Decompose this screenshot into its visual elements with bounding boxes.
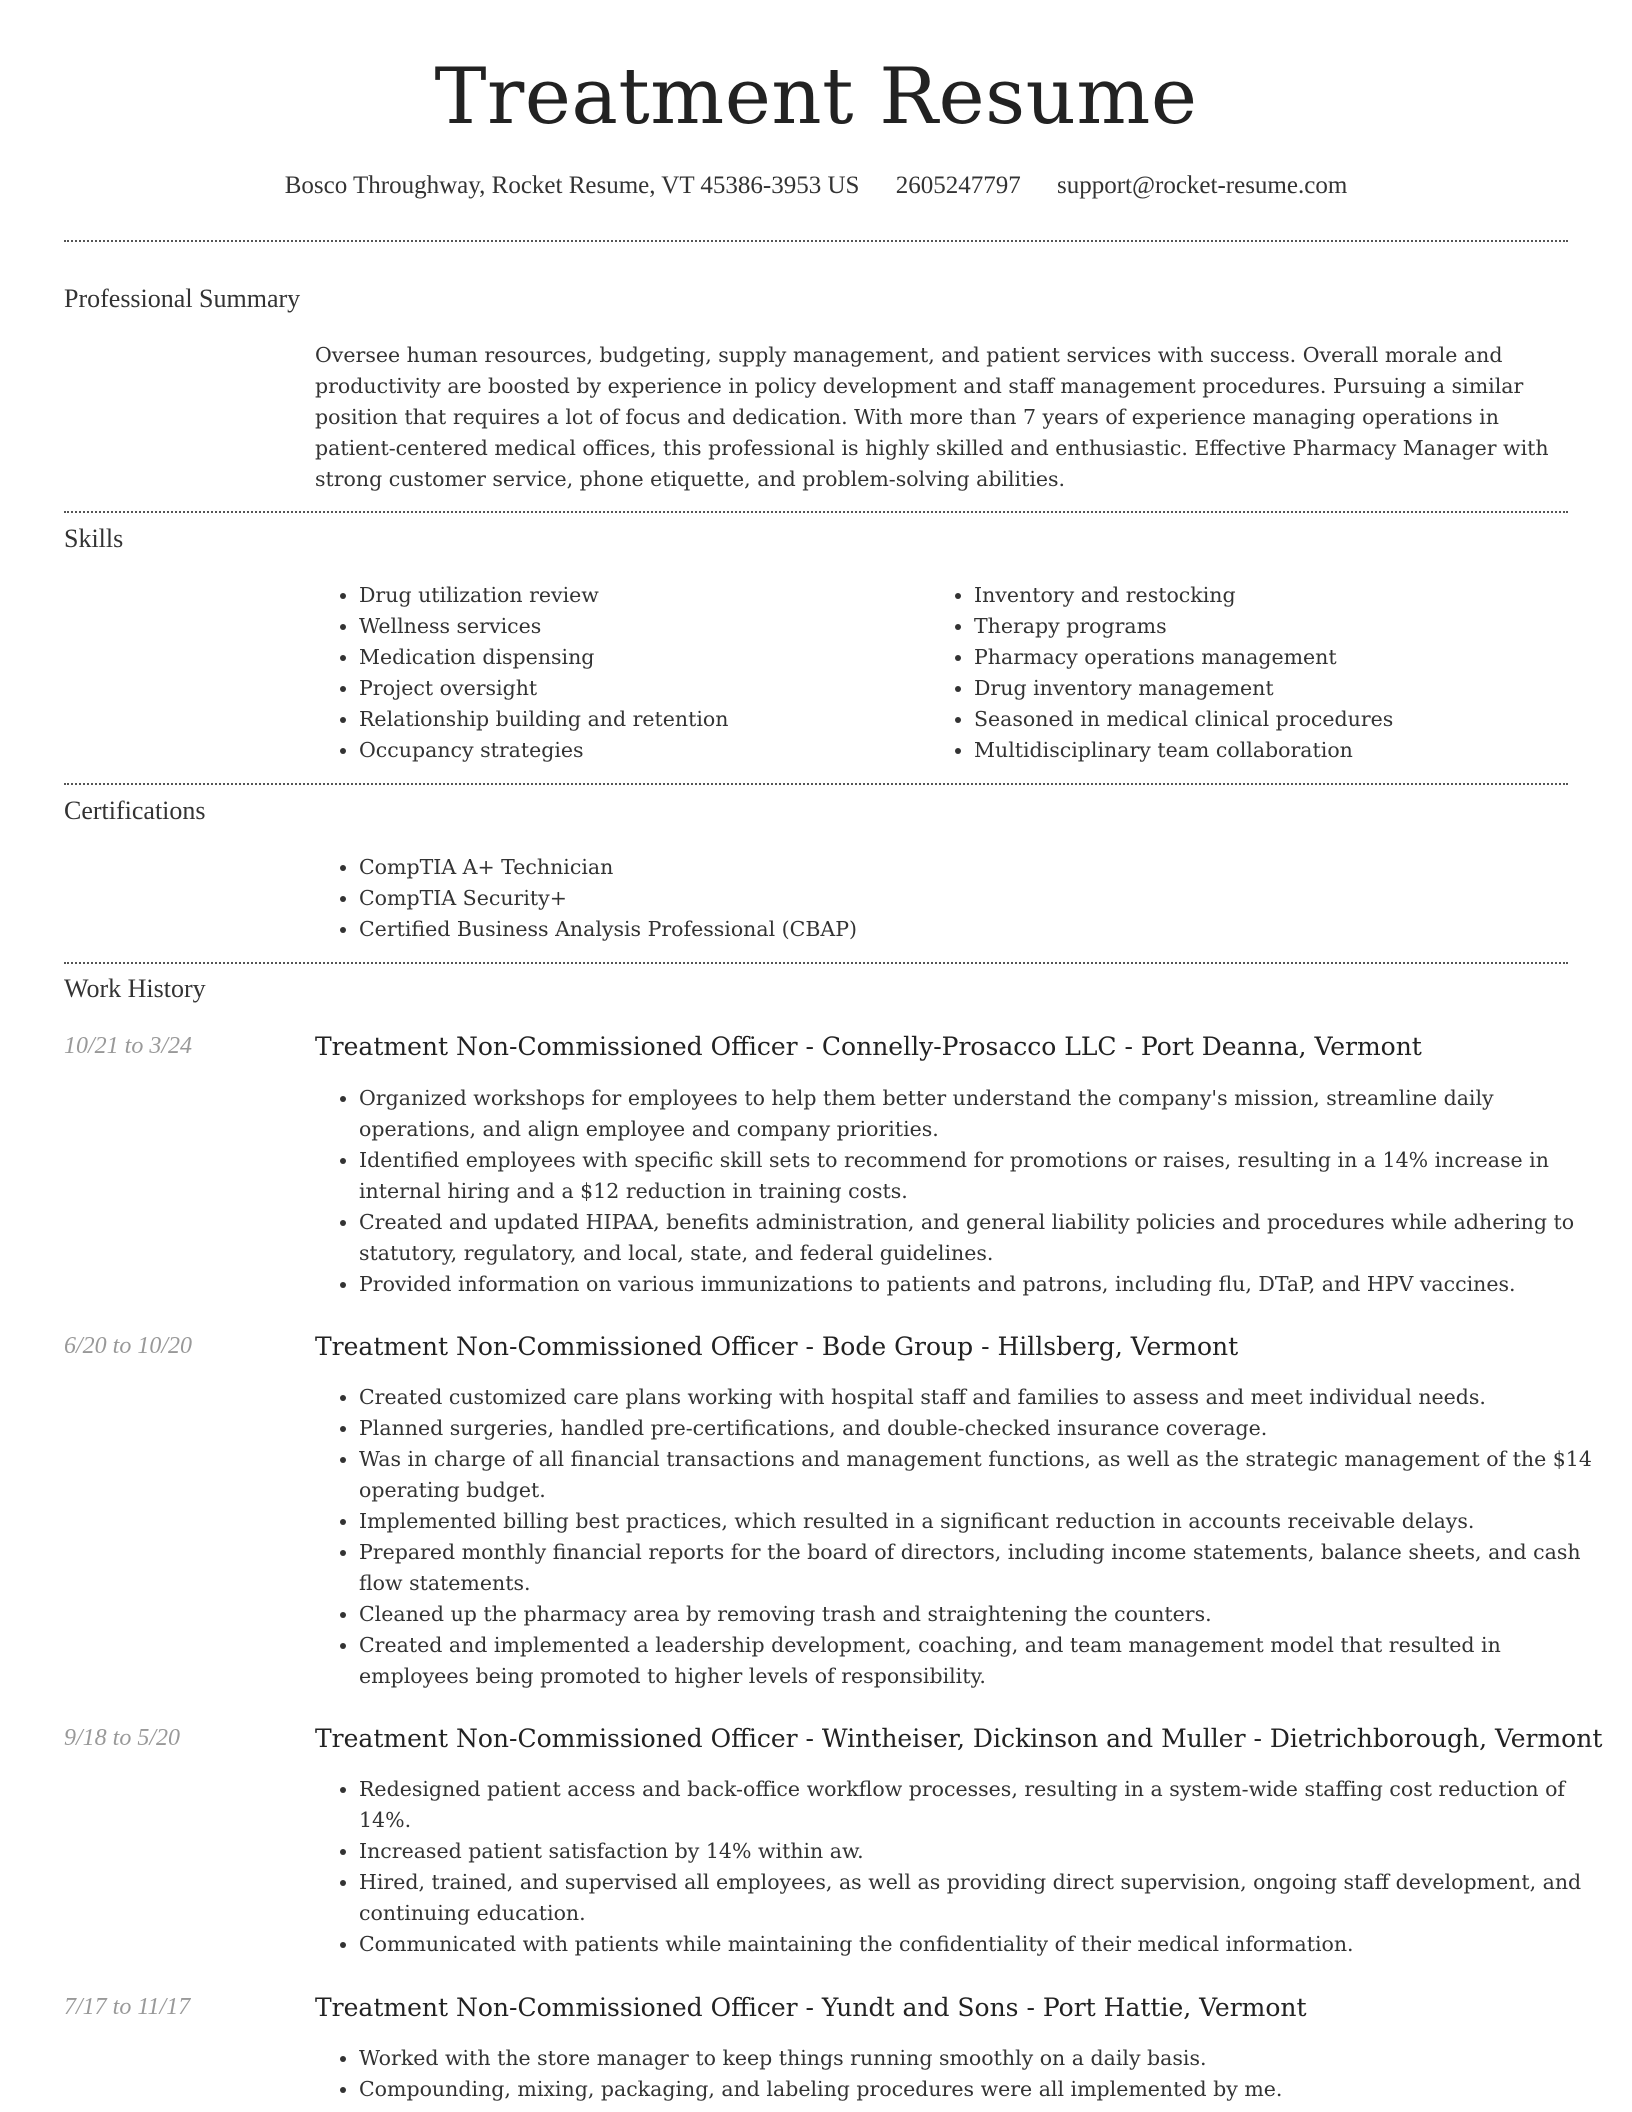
contact-line <box>0 172 1632 200</box>
skill-item: • Multidisciplinary team collaboration <box>974 735 1393 766</box>
job-dates: 7/17 to 11/17 <box>64 1994 191 2020</box>
skills-list-right <box>930 580 1393 766</box>
job-title: Treatment Non-Commissioned Officer - Wintheiser, Dickinson and Muller - Dietrichborough, Vermont <box>315 1724 1603 1753</box>
job-dates: 9/18 to 5/20 <box>64 1725 181 1751</box>
job-bullet: • Identified employees with specific skill sets to recommend for promotions or raises, resulting in a 14% increase in internal hiring and a $12 reduction in training costs. <box>359 1145 1614 1207</box>
skill-item: • Relationship building and retention <box>359 704 728 735</box>
skill-item: • Drug inventory management <box>974 673 1393 704</box>
contact-address: Bosco Throughway, Rocket Resume, VT 45386-3953 US <box>284 172 860 199</box>
divider <box>64 240 1568 242</box>
job-bullets <box>315 1382 1614 1692</box>
job-bullet: • Was in charge of all financial transactions and management functions, as well as the strategic management of the $14 operating budget. <box>359 1444 1614 1506</box>
skill-item: • Seasoned in medical clinical procedures <box>974 704 1393 735</box>
job-bullets <box>315 2043 1614 2105</box>
skill-item: • Therapy programs <box>974 611 1393 642</box>
job-bullet: • Implemented billing best practices, which resulted in a significant reduction in accounts receivable delays. <box>359 1506 1614 1537</box>
divider <box>64 511 1568 513</box>
job-bullets <box>315 1774 1614 1960</box>
skill-item: • Pharmacy operations management <box>974 642 1393 673</box>
skills-list-left <box>315 580 728 766</box>
contact-email: support@rocket-resume.com <box>1056 172 1348 199</box>
job-title: Treatment Non-Commissioned Officer - Connelly-Prosacco LLC - Port Deanna, Vermont <box>315 1032 1422 1061</box>
job-bullet: • Cleaned up the pharmacy area by removing trash and straightening the counters. <box>359 1599 1614 1630</box>
skills-title: Skills <box>64 524 124 553</box>
job-dates: 10/21 to 3/24 <box>64 1033 193 1059</box>
job-title: Treatment Non-Commissioned Officer - Bode Group - Hillsberg, Vermont <box>315 1332 1239 1361</box>
job-bullet: • Created and implemented a leadership development, coaching, and team management model that resulted in employees being promoted to higher levels of responsibility. <box>359 1630 1614 1692</box>
skill-item: • Inventory and restocking <box>974 580 1393 611</box>
job-bullets <box>315 1083 1614 1300</box>
job-bullet: • Organized workshops for employees to help them better understand the company's mission, streamline daily operations, and align employee and company priorities. <box>359 1083 1614 1145</box>
job-dates: 6/20 to 10/20 <box>64 1333 193 1359</box>
summary-text: Oversee human resources, budgeting, supply management, and patient services with success. Overall morale and productivity are boosted by experience in policy development and staff management procedures. Pursuing a similar position that requires a lot of focus and dedication. With more than 7 years of experience managing operations in patient-centered medical offices, this professional is highly skilled and enthusiastic. Effective Pharmacy Manager with strong customer service, phone etiquette, and problem-solving abilities. <box>315 343 1549 491</box>
certifications-title: Certifications <box>64 796 206 825</box>
certifications-list <box>315 852 857 945</box>
resume-name: Treatment Resume <box>434 52 1198 142</box>
certification-item: • Certified Business Analysis Professional (CBAP) <box>359 914 857 945</box>
job-title: Treatment Non-Commissioned Officer - Yundt and Sons - Port Hattie, Vermont <box>315 1993 1307 2022</box>
job-bullet: • Prepared monthly financial reports for the board of directors, including income statements, balance sheets, and cash flow statements. <box>359 1537 1614 1599</box>
work-history-title: Work History <box>64 974 206 1003</box>
divider <box>64 783 1568 785</box>
job-bullet: • Redesigned patient access and back-office workflow processes, resulting in a system-wide staffing cost reduction of 14%. <box>359 1774 1614 1836</box>
skill-item: • Medication dispensing <box>359 642 728 673</box>
job-bullet: • Provided information on various immunizations to patients and patrons, including flu, DTaP, and HPV vaccines. <box>359 1269 1614 1300</box>
job-bullet: • Compounding, mixing, packaging, and labeling procedures were all implemented by me. <box>359 2074 1614 2105</box>
skill-item: • Project oversight <box>359 673 728 704</box>
job-bullet: • Created and updated HIPAA, benefits administration, and general liability policies and procedures while adhering to statutory, regulatory, and local, state, and federal guidelines. <box>359 1207 1614 1269</box>
job-bullet: • Hired, trained, and supervised all employees, as well as providing direct supervision, ongoing staff development, and continuing education. <box>359 1867 1614 1929</box>
skill-item: • Occupancy strategies <box>359 735 728 766</box>
job-bullet: • Planned surgeries, handled pre-certifications, and double-checked insurance coverage. <box>359 1413 1614 1444</box>
job-bullet: • Worked with the store manager to keep things running smoothly on a daily basis. <box>359 2043 1614 2074</box>
job-bullet: • Created customized care plans working with hospital staff and families to assess and meet individual needs. <box>359 1382 1614 1413</box>
certification-item: • CompTIA A+ Technician <box>359 852 857 883</box>
job-bullet: • Communicated with patients while maintaining the confidentiality of their medical information. <box>359 1929 1614 1960</box>
summary-title: Professional Summary <box>64 284 301 313</box>
job-bullet: • Increased patient satisfaction by 14% within aw. <box>359 1836 1614 1867</box>
skill-item: • Drug utilization review <box>359 580 728 611</box>
contact-phone: 2605247797 <box>895 172 1021 199</box>
divider <box>64 962 1568 964</box>
skill-item: • Wellness services <box>359 611 728 642</box>
certification-item: • CompTIA Security+ <box>359 883 857 914</box>
